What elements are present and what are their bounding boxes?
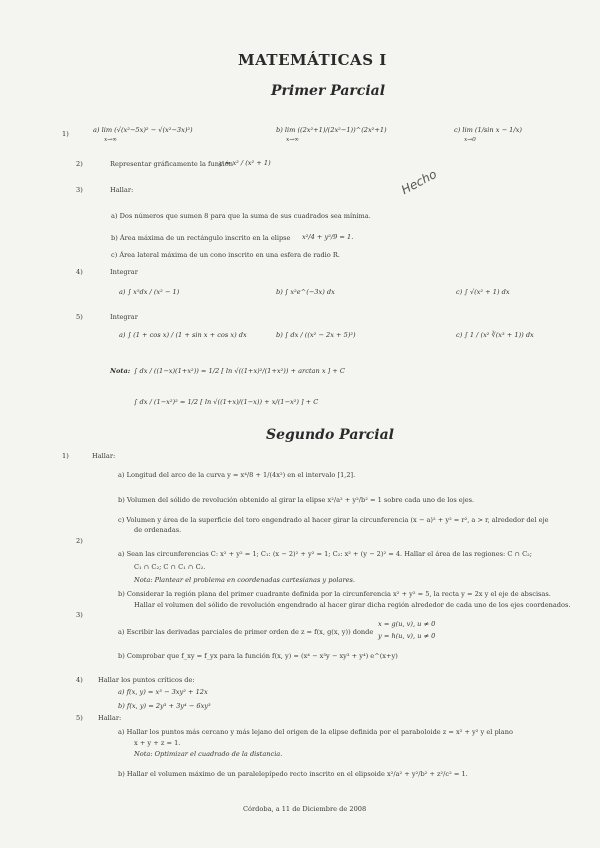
item-p2-1a: a) Longitud del arco de la curva y = x⁴/8 + 1/(4x²) en el intervalo [1,2]. xyxy=(118,471,356,479)
limit-a-sub: x→∞ xyxy=(104,137,117,143)
system-line-2: y = h(u, v), u ≠ 0 xyxy=(378,632,436,640)
question-text: Hallar los puntos críticos de: xyxy=(98,676,195,684)
question-number: 3) xyxy=(76,186,83,194)
item-3c: c) Área lateral máxima de un cono inscrito en una esfera de radio R. xyxy=(111,251,340,259)
integral-5a: a) ∫ (1 + cos x) / (1 + sin x + cos x) dx xyxy=(119,331,247,339)
question-number: 1) xyxy=(62,452,69,460)
question-number: 3) xyxy=(76,611,83,619)
item-p2-3a: a) Escribir las derivadas parciales de primer orden de z = f(x, g(x, y)) donde xyxy=(118,628,374,636)
page-title: MATEMÁTICAS I xyxy=(238,51,387,69)
item-3b: b) Área máxima de un rectángulo inscrito en la elipse xyxy=(111,234,291,242)
note-formula-1: ∫ dx / ((1−x)(1+x²)) = 1/2 [ ln √((1+x)²/(1+x²)) + arctan x ] + C xyxy=(134,367,345,375)
item-p2-5a-cont: x + y + z = 1. xyxy=(134,739,181,747)
limit-b-sub: x→∞ xyxy=(286,137,299,143)
item-p2-2a-cont: C₁ ∩ C₂; C ∩ C₁ ∩ C₂. xyxy=(134,563,206,571)
question-number: 1) xyxy=(62,130,69,138)
footer-date: Córdoba, a 11 de Diciembre de 2008 xyxy=(243,805,367,813)
item-p2-2b: b) Considerar la región plana del primer cuadrante definida por la circunferencia x² + y² = 5, la recta y = 2x y el eje de abscisas. xyxy=(118,590,551,598)
question-text: Representar gráficamente la función xyxy=(110,160,233,168)
system-line-1: x = g(u, v), u ≠ 0 xyxy=(378,620,436,628)
question-number: 5) xyxy=(76,313,83,321)
item-p2-4a: a) f(x, y) = x³ − 3xy² + 12x xyxy=(118,688,208,696)
item-p2-2b-cont: Hallar el volumen del sólido de revolución engendrado al hacer girar dicha región alrededor de cada uno de los ejes coordenados. xyxy=(134,601,571,609)
item-p2-5a-note: Nota: Optimizar el cuadrado de la distancia. xyxy=(134,750,283,758)
item-p2-2a: a) Sean las circunferencias C: x² + y² = 1; C₁: (x − 2)² + y² = 1; C₂: x² + (y − 2)² = 4. Hallar el área de las regiones: C ∩ C₂; xyxy=(118,550,533,558)
note-label: Nota: xyxy=(110,367,131,375)
question-number: 5) xyxy=(76,714,83,722)
item-p2-1c-cont: de ordenadas. xyxy=(134,526,182,534)
item-p2-1b: b) Volumen del sólido de revolución obtenido al girar la elipse x²/a² + y²/b² = 1 sobre cada uno de los ejes. xyxy=(118,496,475,504)
limit-c-sub: x→0 xyxy=(464,137,476,143)
item-p2-1c: c) Volumen y área de la superficie del toro engendrado al hacer girar la circunferencia (x − a)² + y² = r², a > r, alrededor del eje xyxy=(118,516,549,524)
limit-c: c) lim (1/sin x − 1/x) xyxy=(454,126,522,134)
question-text: Hallar: xyxy=(110,186,134,194)
function-formula: y = x² / (x² + 1) xyxy=(219,159,271,167)
question-number: 4) xyxy=(76,676,83,684)
integral-4c: c) ∫ √(x² + 1) dx xyxy=(456,288,510,296)
item-p2-3b: b) Comprobar que f_xy = f_yx para la función f(x, y) = (x⁴ − x³y − xy³ + y⁴) e^(x+y) xyxy=(118,652,398,660)
item-p2-4b: b) f(x, y) = 2y³ + 3y⁴ − 6xy³ xyxy=(118,702,211,710)
question-text: Hallar: xyxy=(92,452,116,460)
item-p2-2a-note: Nota: Plantear el problema en coordenadas cartesianas y polares. xyxy=(134,576,356,584)
section-title-segundo-parcial: Segundo Parcial xyxy=(266,427,394,443)
question-text: Integrar xyxy=(110,268,138,276)
limit-a: a) lim (√(x²−5x)² − √(x²−3x)²) xyxy=(93,126,193,134)
integral-5c: c) ∫ 1 / (x² ∛(x³ + 1)) dx xyxy=(456,331,534,339)
handwritten-note: Hecho xyxy=(398,166,440,198)
question-number: 2) xyxy=(76,537,83,545)
ellipse-formula: x²/4 + y²/9 = 1. xyxy=(302,233,354,241)
limit-b: b) lim ((2x²+1)/(2x²−1))^(2x²+1) xyxy=(276,126,387,134)
item-3a: a) Dos números que sumen 8 para que la suma de sus cuadrados sea mínima. xyxy=(111,212,371,220)
question-text: Integrar xyxy=(110,313,138,321)
note-formula-2: ∫ dx / (1−x²)² = 1/2 [ ln √((1+x)/(1−x)) + x/(1−x²) ] + C xyxy=(134,398,319,406)
integral-4b: b) ∫ x²e^(−3x) dx xyxy=(276,288,335,296)
item-p2-5b: b) Hallar el volumen máximo de un paralelepípedo recto inscrito en el elipsoide x²/a² + y²/b² + z²/c² = 1. xyxy=(118,770,468,778)
integral-4a: a) ∫ x⁵dx / (x² − 1) xyxy=(119,288,180,296)
question-number: 2) xyxy=(76,160,83,168)
integral-5b: b) ∫ dx / ((x² − 2x + 5)²) xyxy=(276,331,356,339)
question-number: 4) xyxy=(76,268,83,276)
item-p2-5a: a) Hallar los puntos más cercano y más lejano del origen de la elipse definida por el paraboloide z = x² + y² y el plano xyxy=(118,728,513,736)
question-text: Hallar: xyxy=(98,714,122,722)
section-title-primer-parcial: Primer Parcial xyxy=(271,83,386,99)
